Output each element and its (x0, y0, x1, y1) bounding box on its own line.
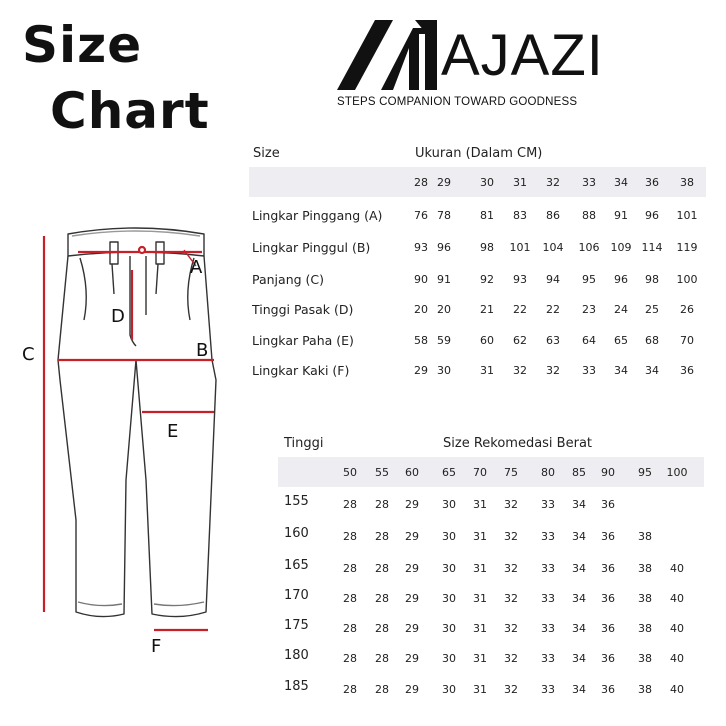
page-title-line-1: Size (22, 16, 143, 74)
table2-column-label: 60 (405, 466, 419, 479)
table2-cell: 30 (442, 622, 456, 635)
brand-tagline: STEPS COMPANION TOWARD GOODNESS (337, 96, 578, 108)
table2-cell: 34 (572, 498, 586, 511)
table1-cell: 93 (513, 273, 527, 286)
table1-row-label: Lingkar Kaki (F) (252, 363, 350, 378)
table1-cell: 70 (680, 334, 694, 347)
table1-cell: 65 (614, 334, 628, 347)
table1-cell: 96 (614, 273, 628, 286)
table1-column-label: 30 (480, 176, 494, 189)
table1-cell: 104 (542, 241, 564, 254)
trouser-diagram (0, 220, 250, 660)
table2-cell: 31 (473, 622, 487, 635)
table2-cell: 40 (670, 592, 684, 605)
table1-cell: 101 (509, 241, 531, 254)
table2-cell: 36 (601, 530, 615, 543)
table2-column-label: 50 (343, 466, 357, 479)
table1-column-header: Ukuran (Dalam CM) (415, 146, 543, 161)
table2-cell: 30 (442, 498, 456, 511)
table2-cell: 36 (601, 592, 615, 605)
table2-cell: 31 (473, 498, 487, 511)
table2-cell: 34 (572, 530, 586, 543)
table2-cell: 38 (638, 530, 652, 543)
table1-cell: 32 (546, 364, 560, 377)
table1-cell: 24 (614, 303, 628, 316)
diagram-label-a: A (190, 257, 203, 278)
table2-cell: 28 (375, 652, 389, 665)
table2-cell: 32 (504, 622, 518, 635)
table1-cell: 23 (582, 303, 596, 316)
table2-cell: 31 (473, 683, 487, 696)
table1-cell: 98 (645, 273, 659, 286)
table2-cell: 36 (601, 498, 615, 511)
table2-column-label: 100 (666, 466, 688, 479)
table2-row-label: 180 (284, 648, 309, 663)
table2-cell: 34 (572, 683, 586, 696)
table2-column-label: 70 (473, 466, 487, 479)
table2-row-label: 160 (284, 526, 309, 541)
table1-cell: 22 (546, 303, 560, 316)
table2-cell: 29 (405, 683, 419, 696)
table1-cell: 31 (480, 364, 494, 377)
table2-cell: 30 (442, 683, 456, 696)
table2-row-label: 170 (284, 588, 309, 603)
table1-cell: 30 (437, 364, 451, 377)
table1-cell: 96 (645, 209, 659, 222)
table1-cell: 33 (582, 364, 596, 377)
table1-column-label: 32 (546, 176, 560, 189)
table2-cell: 32 (504, 498, 518, 511)
table1-cell: 78 (437, 209, 451, 222)
table2-cell: 28 (343, 498, 357, 511)
table2-cell: 33 (541, 652, 555, 665)
table2-cell: 31 (473, 652, 487, 665)
table1-column-label: 34 (614, 176, 628, 189)
table2-cell: 36 (601, 683, 615, 696)
page-title-line-2: Chart (50, 82, 210, 140)
table1-column-label: 38 (680, 176, 694, 189)
table1-cell: 86 (546, 209, 560, 222)
table1-cell: 93 (414, 241, 428, 254)
table2-cell: 36 (601, 622, 615, 635)
table1-cell: 90 (414, 273, 428, 286)
table2-row-header: Tinggi (284, 436, 324, 451)
table1-row-label: Tinggi Pasak (D) (252, 302, 354, 317)
diagram-label-f: F (151, 636, 162, 657)
table1-cell: 25 (645, 303, 659, 316)
table1-cell: 63 (546, 334, 560, 347)
table2-cell: 40 (670, 652, 684, 665)
table2-cell: 34 (572, 562, 586, 575)
table2-column-label: 90 (601, 466, 615, 479)
table1-row-header: Size (253, 146, 280, 161)
table2-column-label: 80 (541, 466, 555, 479)
table2-cell: 33 (541, 498, 555, 511)
table2-row-label: 165 (284, 558, 309, 573)
table2-row-label: 175 (284, 618, 309, 633)
table1-column-label: 36 (645, 176, 659, 189)
table1-cell: 94 (546, 273, 560, 286)
table2-cell: 29 (405, 562, 419, 575)
table2-cell: 28 (343, 683, 357, 696)
table2-cell: 31 (473, 530, 487, 543)
table1-cell: 109 (610, 241, 632, 254)
diagram-label-d: D (111, 306, 125, 327)
table2-column-header: Size Rekomedasi Berat (443, 436, 593, 451)
table1-column-label: 29 (437, 176, 451, 189)
table1-column-label: 33 (582, 176, 596, 189)
table2-cell: 31 (473, 592, 487, 605)
table2-cell: 38 (638, 683, 652, 696)
table2-cell: 28 (343, 622, 357, 635)
table2-cell: 28 (343, 652, 357, 665)
table1-cell: 95 (582, 273, 596, 286)
table2-cell: 28 (375, 498, 389, 511)
table1-row-label: Panjang (C) (252, 272, 325, 287)
table2-cell: 36 (601, 562, 615, 575)
table2-cell: 29 (405, 592, 419, 605)
table1-cell: 68 (645, 334, 659, 347)
table1-row-label: Lingkar Pinggang (A) (252, 208, 383, 223)
table2-cell: 33 (541, 592, 555, 605)
table1-cell: 81 (480, 209, 494, 222)
table1-cell: 58 (414, 334, 428, 347)
table2-cell: 32 (504, 652, 518, 665)
table2-column-label: 95 (638, 466, 652, 479)
table2-cell: 28 (343, 530, 357, 543)
table2-cell: 30 (442, 562, 456, 575)
table1-cell: 62 (513, 334, 527, 347)
table2-cell: 33 (541, 622, 555, 635)
table1-cell: 100 (676, 273, 698, 286)
table2-cell: 34 (572, 652, 586, 665)
table1-column-label: 31 (513, 176, 527, 189)
table1-cell: 21 (480, 303, 494, 316)
table2-cell: 40 (670, 622, 684, 635)
table2-row-label: 185 (284, 679, 309, 694)
table1-cell: 83 (513, 209, 527, 222)
table2-cell: 30 (442, 592, 456, 605)
diagram-label-e: E (167, 421, 179, 442)
table2-cell: 30 (442, 652, 456, 665)
table2-cell: 28 (375, 592, 389, 605)
table2-cell: 33 (541, 562, 555, 575)
diagram-label-b: B (196, 340, 209, 361)
table2-cell: 36 (601, 652, 615, 665)
table1-cell: 101 (676, 209, 698, 222)
table2-cell: 30 (442, 530, 456, 543)
table2-cell: 28 (375, 530, 389, 543)
table2-cell: 29 (405, 498, 419, 511)
table1-cell: 36 (680, 364, 694, 377)
table2-column-label: 55 (375, 466, 389, 479)
table2-cell: 28 (375, 622, 389, 635)
table2-cell: 40 (670, 562, 684, 575)
table1-column-label: 28 (414, 176, 428, 189)
diagram-label-c: C (22, 344, 35, 365)
table1-row-label: Lingkar Paha (E) (252, 333, 354, 348)
table2-cell: 28 (375, 562, 389, 575)
table1-cell: 34 (614, 364, 628, 377)
table2-cell: 28 (375, 683, 389, 696)
table1-cell: 92 (480, 273, 494, 286)
table2-cell: 38 (638, 592, 652, 605)
table2-column-label: 85 (572, 466, 586, 479)
table2-cell: 32 (504, 530, 518, 543)
table2-cell: 33 (541, 530, 555, 543)
table1-cell: 20 (437, 303, 451, 316)
table2-cell: 32 (504, 683, 518, 696)
table2-cell: 38 (638, 622, 652, 635)
table1-cell: 98 (480, 241, 494, 254)
table2-cell: 40 (670, 683, 684, 696)
table1-cell: 76 (414, 209, 428, 222)
table2-cell: 29 (405, 530, 419, 543)
table1-cell: 32 (513, 364, 527, 377)
table2-cell: 28 (343, 562, 357, 575)
table2-cell: 38 (638, 562, 652, 575)
brand-logo-text: AJAZI (441, 23, 604, 88)
table1-cell: 64 (582, 334, 596, 347)
table2-row-label: 155 (284, 494, 309, 509)
table1-cell: 60 (480, 334, 494, 347)
table2-cell: 29 (405, 652, 419, 665)
table2-cell: 32 (504, 562, 518, 575)
table1-cell: 96 (437, 241, 451, 254)
table1-cell: 91 (437, 273, 451, 286)
table1-cell: 22 (513, 303, 527, 316)
table2-cell: 34 (572, 592, 586, 605)
table2-cell: 33 (541, 683, 555, 696)
table1-cell: 119 (676, 241, 698, 254)
table1-cell: 106 (578, 241, 600, 254)
table2-cell: 34 (572, 622, 586, 635)
table1-cell: 29 (414, 364, 428, 377)
table1-cell: 20 (414, 303, 428, 316)
table1-cell: 34 (645, 364, 659, 377)
table1-cell: 26 (680, 303, 694, 316)
table1-row-label: Lingkar Pinggul (B) (252, 240, 371, 255)
table2-column-label: 75 (504, 466, 518, 479)
table2-cell: 38 (638, 652, 652, 665)
table1-cell: 91 (614, 209, 628, 222)
table2-cell: 32 (504, 592, 518, 605)
table2-cell: 31 (473, 562, 487, 575)
table1-cell: 114 (641, 241, 663, 254)
table2-cell: 28 (343, 592, 357, 605)
table2-column-label: 65 (442, 466, 456, 479)
table1-cell: 88 (582, 209, 596, 222)
table2-cell: 29 (405, 622, 419, 635)
table1-cell: 59 (437, 334, 451, 347)
